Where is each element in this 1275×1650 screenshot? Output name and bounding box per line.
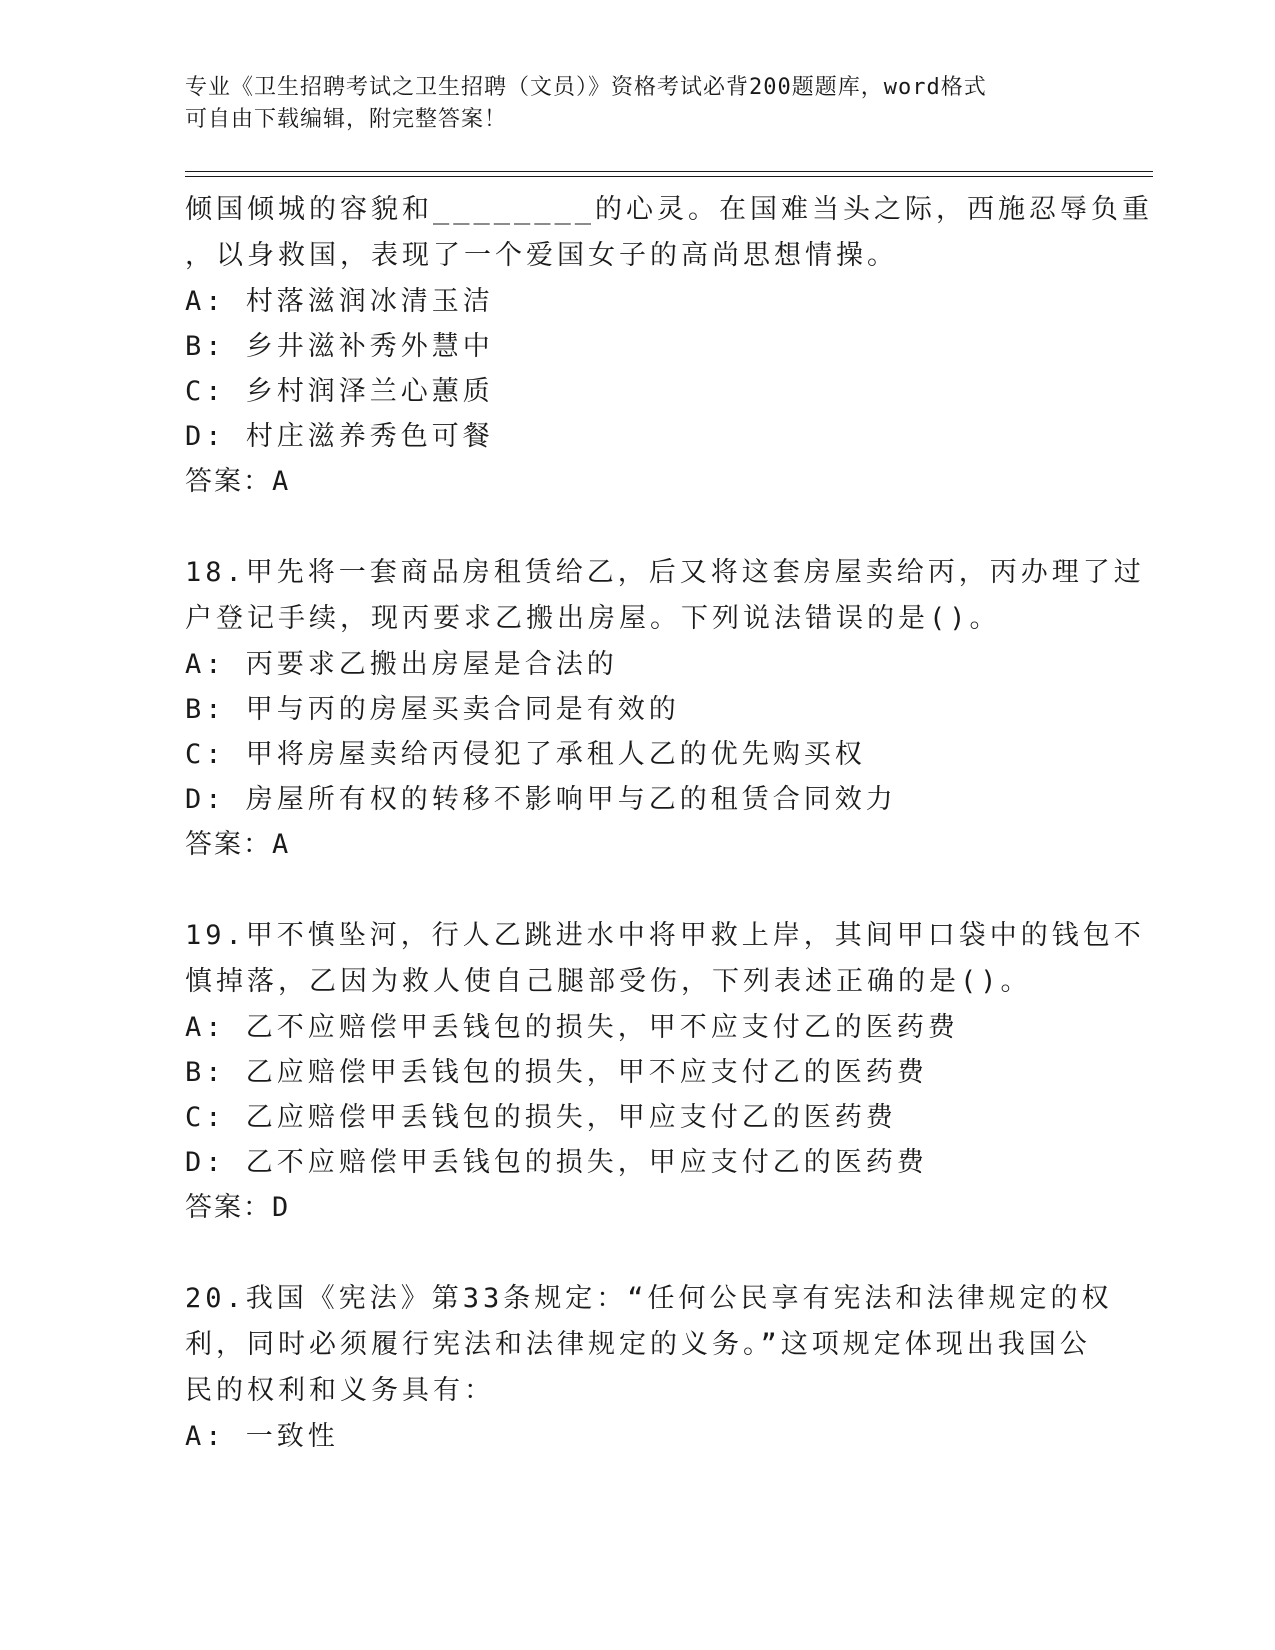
option-a: A: 乙不应赔偿甲丢钱包的损失，甲不应支付乙的医药费 xyxy=(185,1012,959,1043)
option-b: B: 甲与丙的房屋买卖合同是有效的 xyxy=(185,694,680,725)
option-a: A: 一致性 xyxy=(185,1421,339,1452)
document-header xyxy=(185,72,1065,136)
question-block xyxy=(185,913,1145,1231)
answer-line: 答案：A xyxy=(185,466,291,497)
header-divider-bottom xyxy=(185,176,1153,177)
question-block xyxy=(185,187,1154,505)
question-stem-line: 户登记手续，现丙要求乙搬出房屋。下列说法错误的是()。 xyxy=(185,603,1001,634)
question-stem-line: 利，同时必须履行宪法和法律规定的义务。”这项规定体现出我国公 xyxy=(185,1329,1091,1360)
option-c: C: 甲将房屋卖给丙侵犯了承租人乙的优先购买权 xyxy=(185,739,866,770)
answer-line: 答案：D xyxy=(185,1192,291,1223)
question-stem-line: 倾国倾城的容貌和________的心灵。在国难当头之际，西施忍辱负重 xyxy=(185,194,1154,225)
question-stem-line: 民的权利和义务具有： xyxy=(185,1375,495,1406)
option-d: D: 乙不应赔偿甲丢钱包的损失，甲应支付乙的医药费 xyxy=(185,1147,928,1178)
option-b: B: 乙应赔偿甲丢钱包的损失，甲不应支付乙的医药费 xyxy=(185,1057,928,1088)
question-stem-line: 20.我国《宪法》第33条规定：“任何公民享有宪法和法律规定的权 xyxy=(185,1283,1113,1314)
header-line-1: 专业《卫生招聘考试之卫生招聘（文员）》资格考试必背200题题库，word格式 xyxy=(185,75,987,100)
question-stem-line: 18.甲先将一套商品房租赁给乙，后又将这套房屋卖给丙，丙办理了过 xyxy=(185,557,1145,588)
option-a: A: 丙要求乙搬出房屋是合法的 xyxy=(185,649,618,680)
question-stem-line: ，以身救国，表现了一个爱国女子的高尚思想情操。 xyxy=(185,240,898,271)
question-block xyxy=(185,550,1145,868)
option-a: A: 村落滋润冰清玉洁 xyxy=(185,286,494,317)
question-spacer xyxy=(185,868,1065,913)
option-c: C: 乡村润泽兰心蕙质 xyxy=(185,376,494,407)
question-stem-line: 慎掉落，乙因为救人使自己腿部受伤，下列表述正确的是()。 xyxy=(185,966,1032,997)
option-b: B: 乡井滋补秀外慧中 xyxy=(185,331,494,362)
answer-line: 答案：A xyxy=(185,829,291,860)
question-stem-line: 19.甲不慎坠河，行人乙跳进水中将甲救上岸，其间甲口袋中的钱包不 xyxy=(185,920,1145,951)
header-divider-top xyxy=(185,171,1153,172)
option-d: D: 村庄滋养秀色可餐 xyxy=(185,421,494,452)
question-list xyxy=(185,187,1154,1459)
question-block xyxy=(185,1276,1113,1459)
question-spacer xyxy=(185,505,1065,550)
question-spacer xyxy=(185,1231,1065,1276)
option-c: C: 乙应赔偿甲丢钱包的损失，甲应支付乙的医药费 xyxy=(185,1102,897,1133)
option-d: D: 房屋所有权的转移不影响甲与乙的租赁合同效力 xyxy=(185,784,897,815)
header-line-2: 可自由下载编辑，附完整答案！ xyxy=(185,107,508,132)
